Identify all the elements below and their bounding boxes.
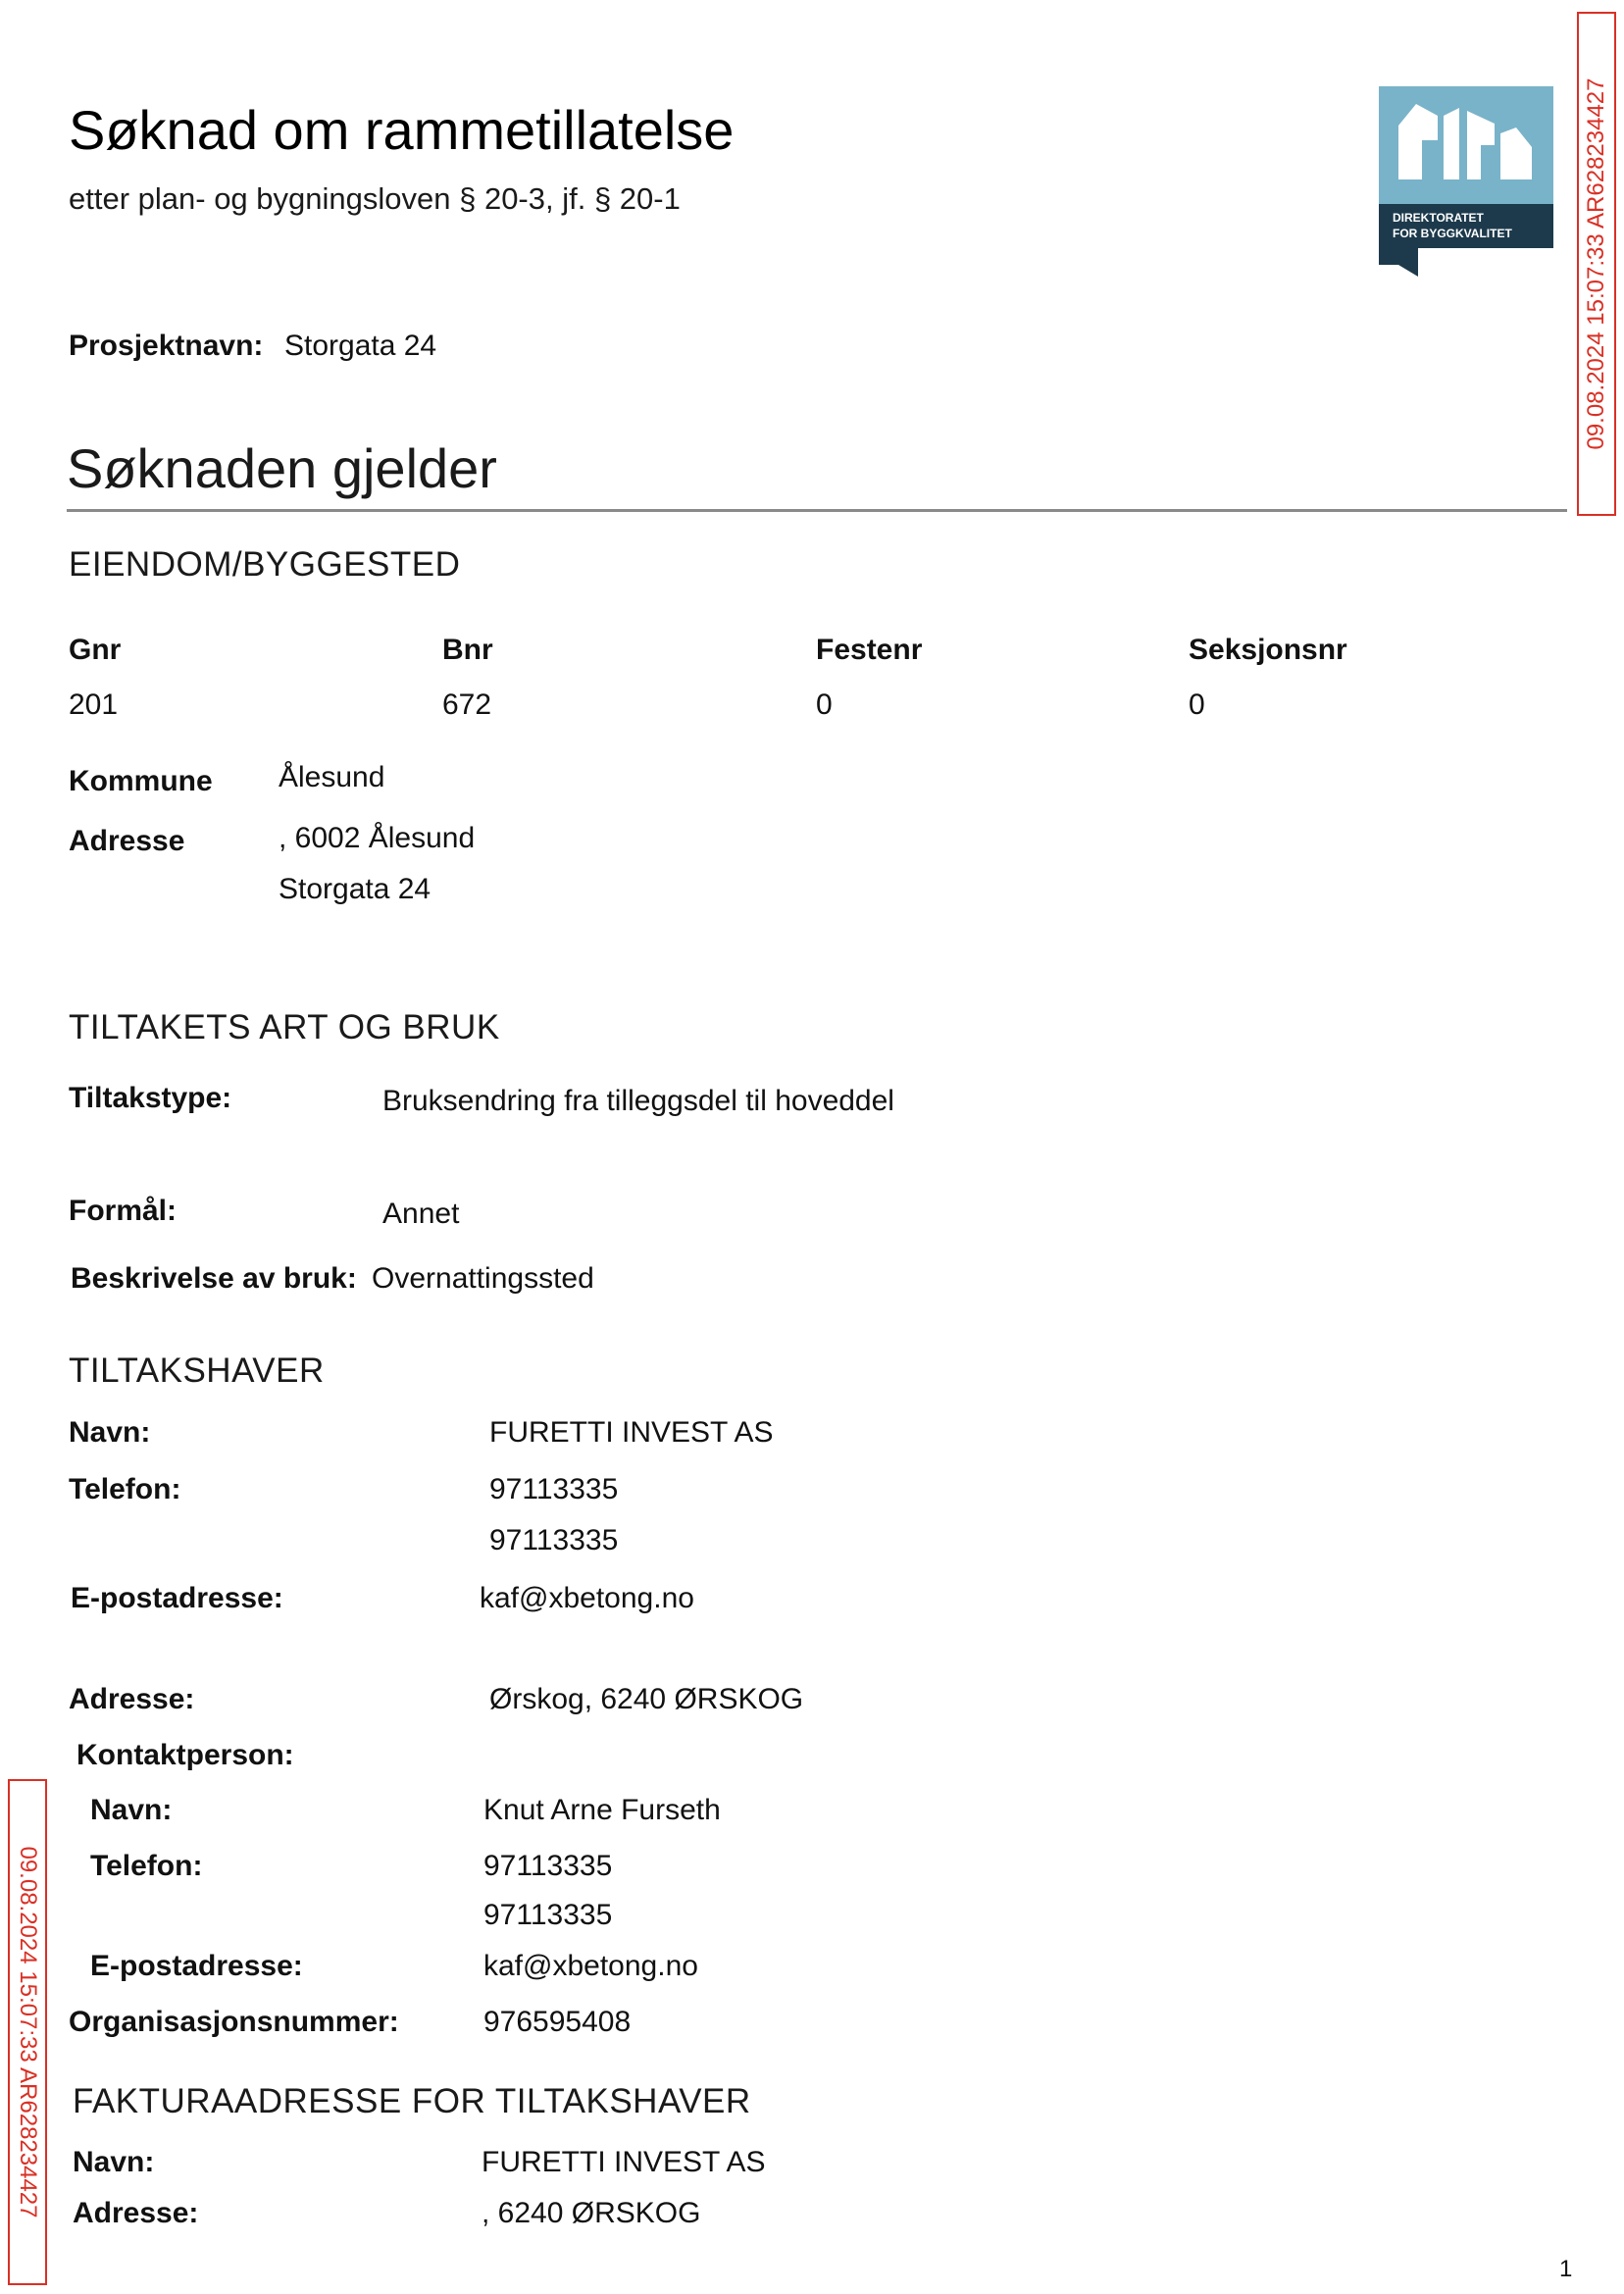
usage-value: Overnattingssted xyxy=(372,1262,594,1295)
archive-stamp-text: 09.08.2024 15:07:33 AR628234427 xyxy=(15,1846,41,2218)
applicant-phone-value1: 97113335 xyxy=(489,1473,619,1505)
archive-stamp-top xyxy=(1577,12,1616,516)
archive-stamp-bottom xyxy=(8,1779,47,2285)
seksjonsnr-value: 0 xyxy=(1189,688,1205,721)
municipality-label: Kommune xyxy=(69,765,213,797)
applicant-email-label: E-postadresse: xyxy=(71,1582,283,1614)
festenr-value: 0 xyxy=(816,688,833,721)
applicant-phone-label: Telefon: xyxy=(69,1473,181,1505)
contact-name-label: Navn: xyxy=(90,1794,173,1826)
purpose-label: Formål: xyxy=(69,1195,178,1227)
section-title: Søknaden gjelder xyxy=(67,437,497,499)
applicant-heading: TILTAKSHAVER xyxy=(69,1351,325,1390)
contact-person-label: Kontaktperson: xyxy=(76,1739,294,1771)
usage-label: Beskrivelse av bruk: xyxy=(71,1262,357,1295)
contact-phone-label: Telefon: xyxy=(90,1850,203,1882)
contact-phone-value1: 97113335 xyxy=(483,1850,613,1882)
applicant-phone-value2: 97113335 xyxy=(489,1524,619,1556)
document-title: Søknad om rammetillatelse xyxy=(69,99,735,161)
project-value: Storgata 24 xyxy=(284,330,437,362)
dibk-logo-graphic xyxy=(1379,86,1553,277)
archive-stamp-text: 09.08.2024 15:07:33 AR628234427 xyxy=(1583,77,1609,450)
contact-email-label: E-postadresse: xyxy=(90,1950,303,1982)
billing-name-value: FURETTI INVEST AS xyxy=(482,2146,766,2178)
dibk-logo xyxy=(1379,86,1553,277)
billing-address-label: Adresse: xyxy=(73,2197,199,2229)
measure-type-value: Bruksendring fra tilleggsdel til hoveddel xyxy=(382,1085,894,1117)
address-line2: Storgata 24 xyxy=(279,873,431,905)
bnr-label: Bnr xyxy=(442,634,493,666)
measure-heading: TILTAKETS ART OG BRUK xyxy=(69,1008,500,1046)
section-divider xyxy=(67,509,1567,512)
logo-text-line2: FOR BYGGKVALITET xyxy=(1393,227,1512,240)
contact-name-value: Knut Arne Furseth xyxy=(483,1794,721,1826)
seksjonsnr-label: Seksjonsnr xyxy=(1189,634,1347,666)
contact-phone-value2: 97113335 xyxy=(483,1899,613,1931)
measure-type-label: Tiltakstype: xyxy=(69,1082,232,1114)
address-line1: , 6002 Ålesund xyxy=(279,822,476,854)
applicant-name-value: FURETTI INVEST AS xyxy=(489,1416,774,1449)
billing-name-label: Navn: xyxy=(73,2146,155,2178)
applicant-email-value: kaf@xbetong.no xyxy=(480,1582,694,1614)
contact-email-value: kaf@xbetong.no xyxy=(483,1950,698,1982)
document-subtitle: etter plan- og bygningsloven § 20-3, jf. § 20-1 xyxy=(69,181,681,216)
gnr-label: Gnr xyxy=(69,634,122,666)
project-label: Prosjektnavn: xyxy=(69,330,264,362)
property-heading: EIENDOM/BYGGESTED xyxy=(69,545,461,584)
festenr-label: Festenr xyxy=(816,634,923,666)
page-number: 1 xyxy=(1559,2256,1573,2282)
municipality-value: Ålesund xyxy=(279,761,385,793)
applicant-name-label: Navn: xyxy=(69,1416,151,1449)
billing-heading: FAKTURAADRESSE FOR TILTAKSHAVER xyxy=(73,2082,751,2120)
org-number-value: 976595408 xyxy=(483,2006,632,2038)
purpose-value: Annet xyxy=(382,1198,460,1230)
address-label: Adresse xyxy=(69,825,185,857)
gnr-value: 201 xyxy=(69,688,119,721)
logo-text-line1: DIREKTORATET xyxy=(1393,211,1484,225)
billing-address-value: , 6240 ØRSKOG xyxy=(482,2197,701,2229)
org-number-label: Organisasjonsnummer: xyxy=(69,2006,399,2038)
applicant-address-value: Ørskog, 6240 ØRSKOG xyxy=(489,1683,804,1715)
applicant-address-label: Adresse: xyxy=(69,1683,195,1715)
bnr-value: 672 xyxy=(442,688,492,721)
